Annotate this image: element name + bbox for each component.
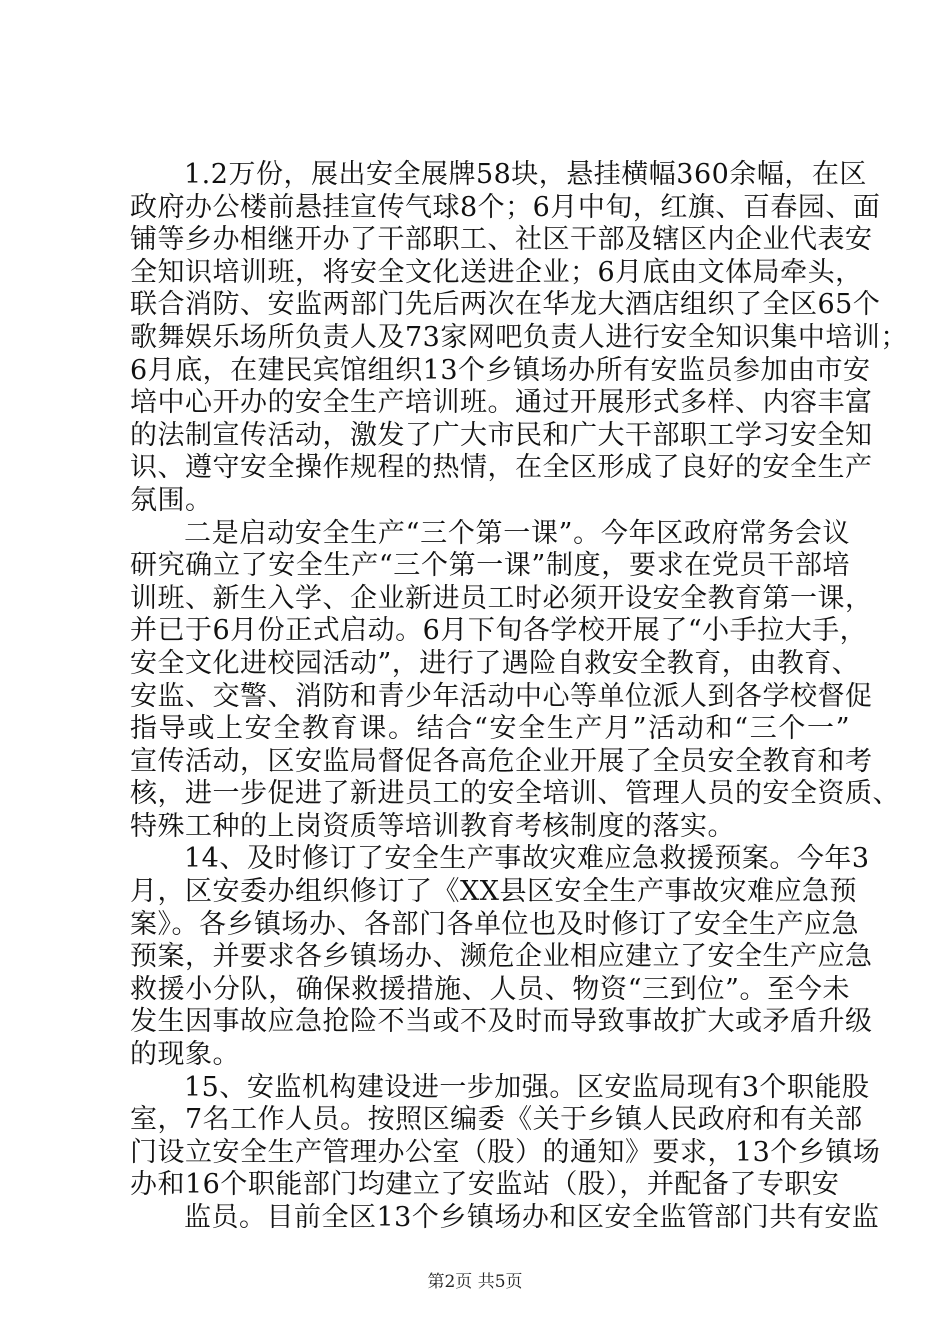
text-line: 铺等乡办相继开办了干部职工、社区干部及辖区内企业代表安 [130,224,873,256]
text-line: 15、安监机构建设进一步加强。区安监局现有3个职能股 [184,1071,870,1103]
text-line: 二是启动安全生产“三个第一课”。今年区政府常务会议 [184,517,850,549]
text-line: 的法制宣传活动，激发了广大市民和广大干部职工学习安全知 [130,419,873,451]
text-line: 室，7名工作人员。按照区编委《关于乡镇人民政府和有关部 [130,1104,863,1136]
page-footer [0,1267,950,1292]
text-line: 的现象。 [130,1039,240,1071]
text-line: 氛围。 [130,484,213,516]
text-line: 1.2万份，展出安全展牌58块，悬挂横幅360余幅，在区 [184,159,867,190]
text-line: 政府办公楼前悬挂宣传气球8个；6月中旬，红旗、百春园、面 [130,191,881,223]
text-line: 月，区安委办组织修订了《XX县区安全生产事故灾难应急预 [130,876,857,908]
text-line: 核，进一步促进了新进员工的安全培训、管理人员的安全资质、 [130,778,900,810]
text-line: 14、及时修订了安全生产事故灾难应急救援预案。今年3 [184,843,870,875]
text-line: 办和16个职能部门均建立了安监站（股），并配备了专职安 [130,1169,840,1201]
text-line: 救援小分队，确保救援措施、人员、物资“三到位”。至今未 [130,973,850,1005]
text-line: 安全文化进校园活动”，进行了遇险自救安全教育，由教育、 [130,647,860,679]
text-line: 联合消防、安监两部门先后两次在华龙大酒店组织了全区65个 [130,289,881,321]
text-line: 特殊工种的上岗资质等培训教育考核制度的落实。 [130,810,735,842]
text-line: 门设立安全生产管理办公室（股）的通知》要求，13个乡镇场 [130,1136,881,1168]
document-body [130,159,908,1235]
text-line: 全知识培训班，将安全文化送进企业；6月底由文体局牵头， [130,256,863,288]
text-line: 发生因事故应急抢险不当或不及时而导致事故扩大或矛盾升级 [130,1006,873,1038]
page-number-label: 第2页 共5页 [427,1272,523,1292]
text-line: 监员。目前全区13个乡镇场办和区安全监管部门共有安监 [184,1202,880,1233]
text-line: 指导或上安全教育课。结合“安全生产月”活动和“三个一” [130,713,850,745]
text-line: 歌舞娱乐场所负责人及73家网吧负责人进行安全知识集中培训； [130,321,908,353]
text-line: 安监、交警、消防和青少年活动中心等单位派人到各学校督促 [130,680,873,712]
text-line: 案》。各乡镇场办、各部门各单位也及时修订了安全生产应急 [130,908,859,940]
text-line: 训班、新生入学、企业新进员工时必须开设安全教育第一课， [130,582,873,614]
text-line: 6月底，在建民宾馆组织13个乡镇场办所有安监员参加由市安 [130,354,871,386]
text-line: 识、遵守安全操作规程的热情，在全区形成了良好的安全生产 [130,452,873,484]
text-line: 研究确立了安全生产“三个第一课”制度，要求在党员干部培 [130,550,850,582]
text-line: 培中心开办的安全生产培训班。通过开展形式多样、内容丰富 [130,387,873,419]
text-line: 预案，并要求各乡镇场办、濒危企业相应建立了安全生产应急 [130,941,873,973]
text-line: 并已于6月份正式启动。6月下旬各学校开展了“小手拉大手， [130,615,868,647]
text-line: 宣传活动，区安监局督促各高危企业开展了全员安全教育和考 [130,745,873,777]
